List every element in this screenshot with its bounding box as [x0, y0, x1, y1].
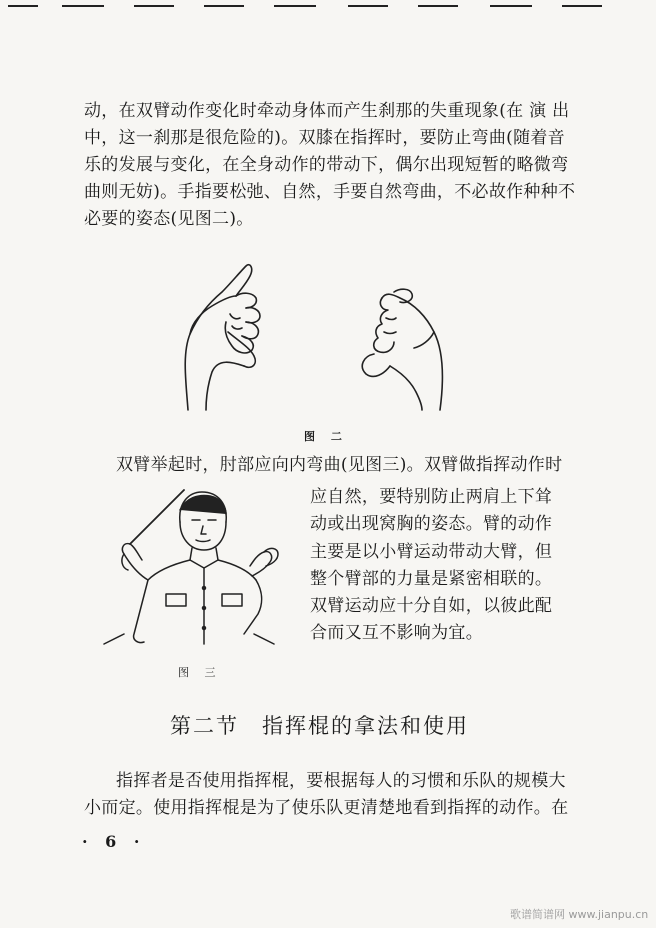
section-title: 第二节 指挥棍的拿法和使用: [170, 714, 469, 738]
text-line: 中，这一刹那是很危险的)。双膝在指挥时，要防止弯曲(随着音: [84, 128, 565, 148]
text-line: 必要的姿态(见图二)。: [84, 209, 254, 229]
text-line: 双臂举起时，肘部应向内弯曲(见图三)。双臂做指挥动作时: [116, 455, 563, 475]
paragraph-2-wrapped: [310, 484, 590, 648]
page-number: · 6 ·: [82, 832, 146, 851]
figure-2-hands-illustration: [160, 262, 500, 412]
figure-3-conductor-illustration: [94, 484, 306, 646]
paragraph-2-first-line: [116, 452, 586, 479]
text-line: 指挥者是否使用指挥棍，要根据每人的习惯和乐队的规模大: [116, 771, 566, 791]
text-line: 主要是以小臂运动带动大臂，但: [310, 541, 553, 562]
top-border-marks: [0, 0, 656, 14]
paragraph-3: [84, 768, 586, 822]
figure-2-caption: 图 二: [304, 430, 348, 443]
text-line: 应自然，要特别防止两肩上下耸: [310, 487, 553, 507]
site-watermark: 歌谱简谱网 www.jianpu.cn: [510, 908, 649, 921]
figure-3-caption: 图 三: [178, 666, 222, 679]
text-line: 动或出现窝胸的姿态。臂的动作: [310, 514, 553, 535]
text-line: 乐的发展与变化，在全身动作的带动下，偶尔出现短暂的略微弯: [84, 155, 569, 175]
text-line: 动，在双臂动作变化时牵动身体而产生刹那的失重现象(在 演 出: [84, 101, 570, 121]
text-line: 小而定。使用指挥棍是为了使乐队更清楚地看到指挥的动作。在: [84, 798, 569, 818]
text-line: 双臂运动应十分自如，以彼此配: [310, 596, 553, 617]
text-line: 整个臂部的力量是紧密相联的。: [310, 568, 553, 589]
text-line: 合而又互不影响为宜。: [310, 623, 483, 644]
text-line: 曲则无妨)。手指要松弛、自然，手要自然弯曲，不必故作种种不: [84, 182, 576, 202]
paragraph-1: [84, 98, 584, 233]
